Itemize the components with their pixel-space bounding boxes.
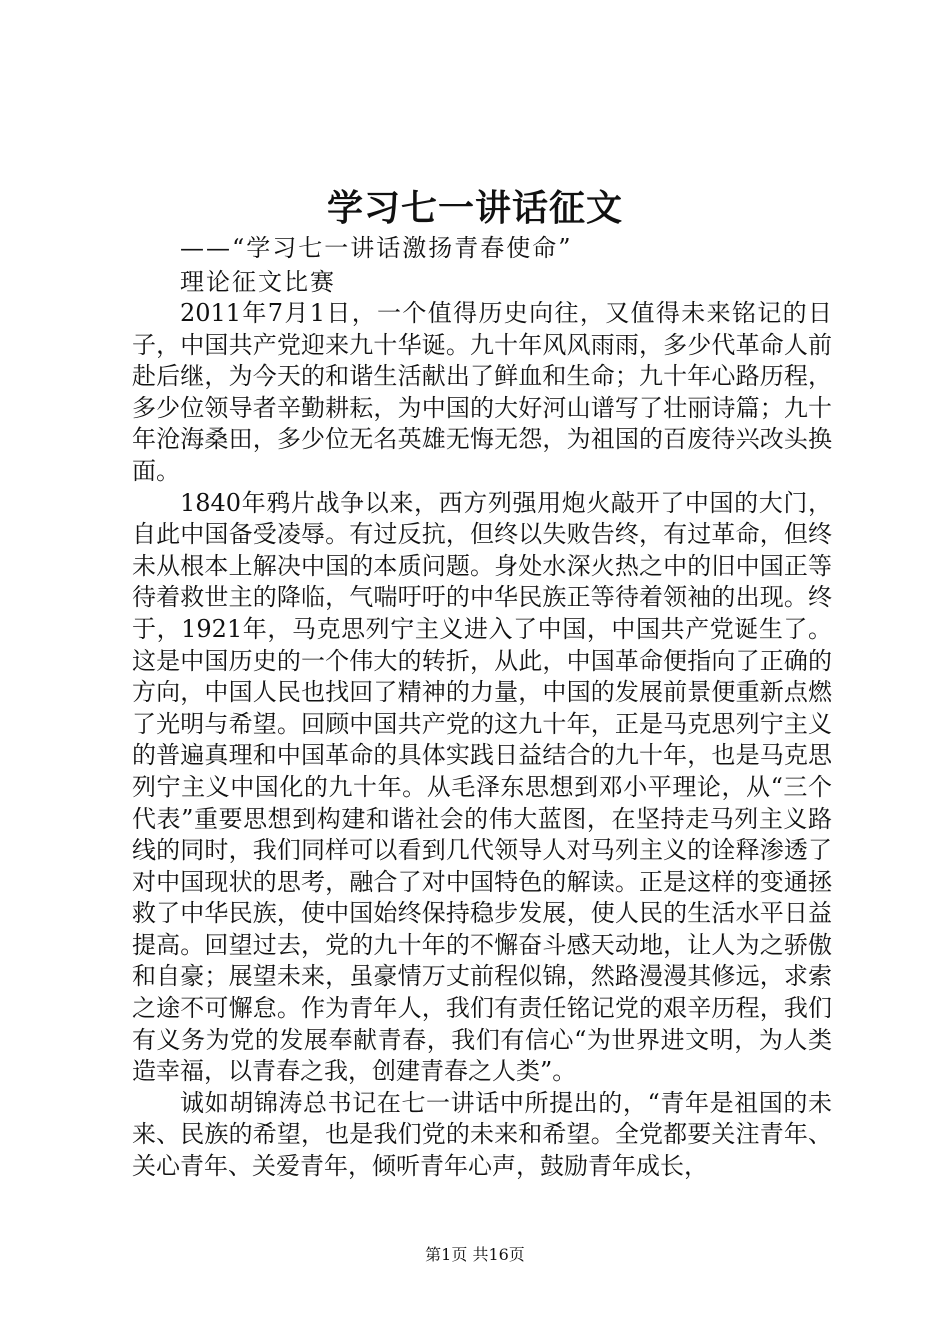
paragraph: 2011年7月1日，一个值得历史向往，又值得未来铭记的日子，中国共产党迎来九十华诞。九十年风风雨雨，多少代革命人前赴后继，为今天的和谐生活献出了鲜血和生命；九十年心路历程，多少位领导者辛勤耕耘，为中国的大好河山谱写了壮丽诗篇；九十年沧海桑田，多少位无名英雄无悔无怨，为祖国的百废待兴改头换面。 <box>132 299 832 485</box>
paragraph: 1840年鸦片战争以来，西方列强用炮火敲开了中国的大门，自此中国备受凌辱。有过反抗，但终以失败告终，有过革命，但终未从根本上解决中国的本质问题。身处水深火热之中的旧中国正等待着救世主的降临，气喘吁吁的中华民族正等待着领袖的出现。终于，1921年，马克思列宁主义进入了中国，中国共产党诞生了。这是中国历史的一个伟大的转折，从此，中国革命便指向了正确的方向，中国人民也找回了精神的力量，中国的发展前景便重新点燃了光明与希望。回顾中国共产党的这九十年，正是马克思列宁主义的普遍真理和中国革命的具体实践日益结合的九十年，也是马克思列宁主义中国化的九十年。从毛泽东思想到邓小平理论，从“三个代表”重要思想到构建和谐社会的伟大蓝图，在坚持走马列主义路线的同时，我们同样可以看到几代领导人对马列主义的诠释渗透了对中国现状的思考，融合了对中国特色的解读。正是这样的变通拯救了中华民族，使中国始终保持稳步发展，使人民的生活水平日益提高。回望过去，党的九十年的不懈奋斗感天动地，让人为之骄傲和自豪；展望未来，虽豪情万丈前程似锦，然路漫漫其修远，求索之途不可懈怠。作为青年人，我们有责任铭记党的艰辛历程，我们有义务为党的发展奉献青春，我们有信心“为世界进文明，为人类造幸福，以青春之我，创建青春之人类”。 <box>132 488 832 1086</box>
document-subtitle-continued: 理论征文比赛 <box>180 268 336 296</box>
document-title: 学习七一讲话征文 <box>326 187 623 229</box>
document-body <box>132 298 832 1183</box>
page-number-footer: 第1页 共16页 <box>425 1245 525 1264</box>
document-subtitle: ——“学习七一讲话激扬青春使命” <box>180 234 573 262</box>
paragraph: 诚如胡锦涛总书记在七一讲话中所提出的，“青年是祖国的未来、民族的希望，也是我们党的未来和希望。全党都要关注青年、关心青年、关爱青年，倾听青年心声，鼓励青年成长， <box>132 1088 832 1181</box>
